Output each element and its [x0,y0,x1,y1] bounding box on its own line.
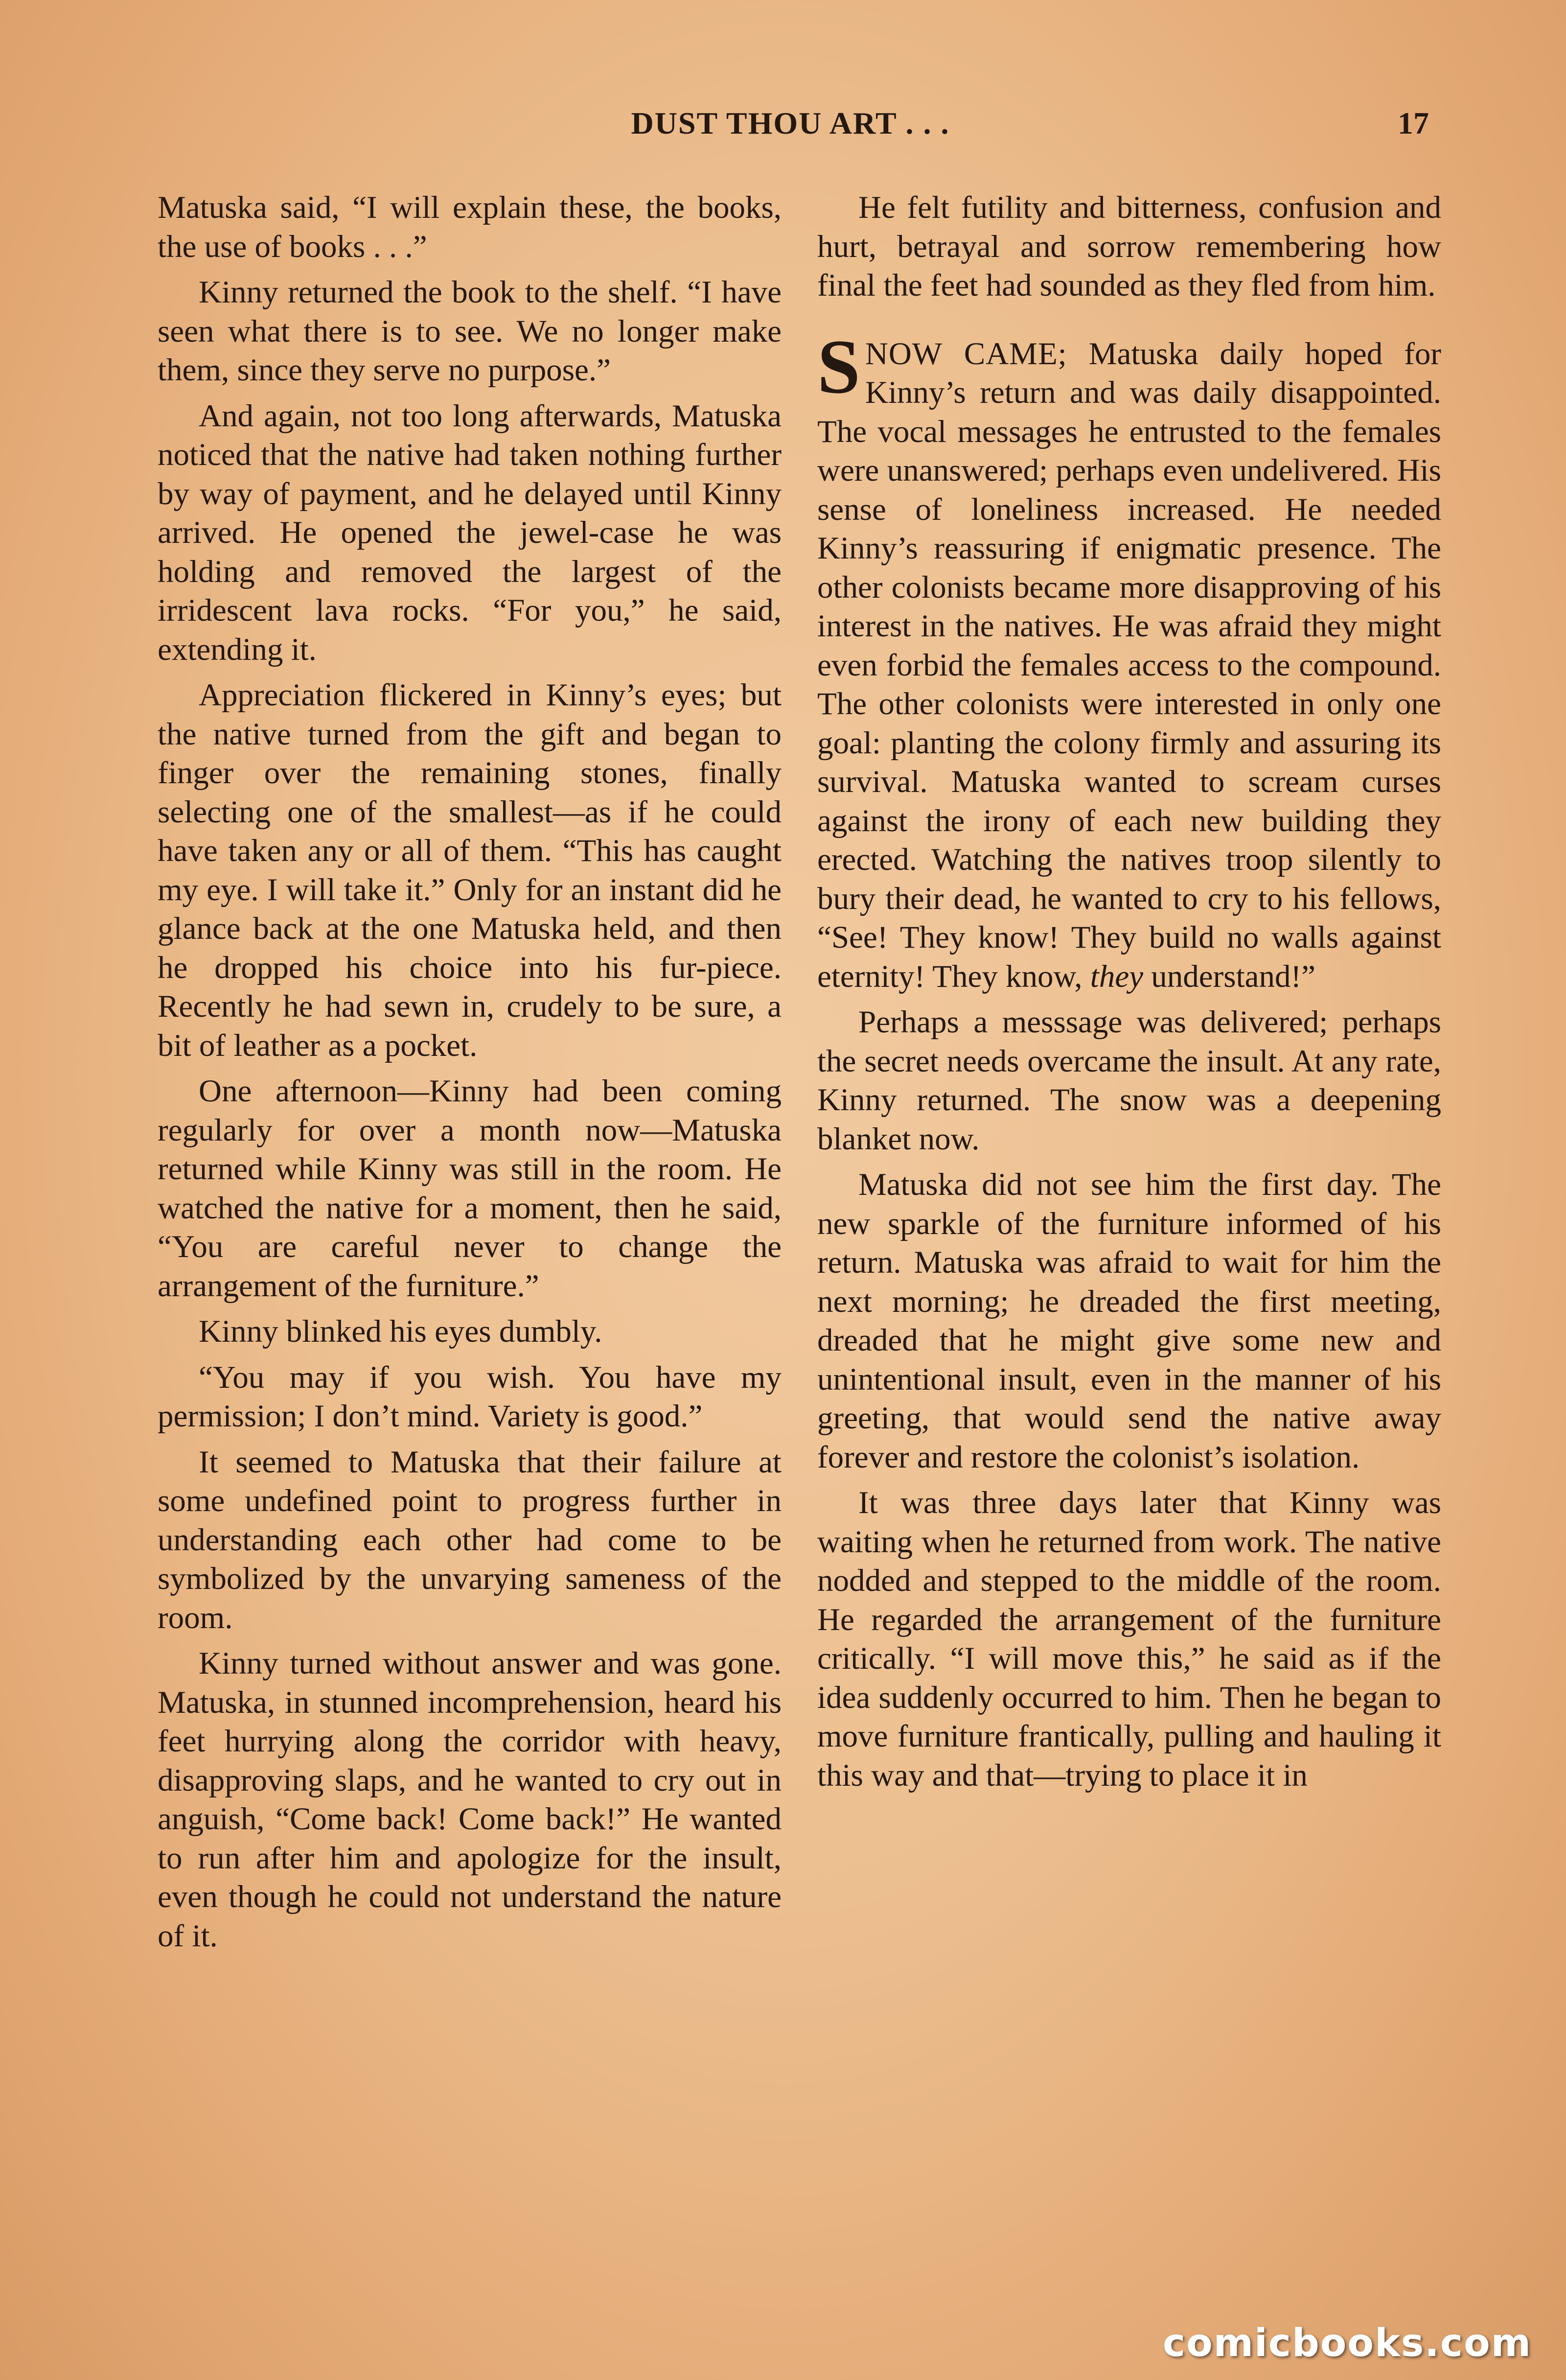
section-text-end: understand!” [1143,958,1315,994]
running-title: DUST THOU ART . . . [631,106,950,140]
paragraph: Matuska did not see him the first day. The new sparkle of the furniture informed of his return. Matuska was afraid to wait for him the next morning; he dreaded the first meeting, dreaded that he might give some new and unintentional insult, even in the manner of his greeting, that would send the native away forever and restore the colonist’s isolation. [817,1167,1441,1475]
section-text: Matuska daily hoped for Kinny’s return and was daily disappointed. The vocal messages he entrusted to the females were unanswered; perhaps even undelivered. His sense of loneliness increased. He needed Kinny’s reassuring if enigmatic presence. The other colonists became more disapproving of his interest in the natives. He was afraid they might even forbid the females access to the compound. The other colonists were interested in only one goal: planting the colony firmly and assuring its survival. Matuska wanted to scream curses against the irony of each new building they erected. Watching the natives troop silently to bury their dead, he wanted to cry to his fellows, “See! They know! They build no walls against eternity! They know, [817,336,1441,994]
left-column [158,188,782,1962]
page-header [152,105,1429,154]
paragraph: It seemed to Matuska that their failure at some undefined point to progress further in understanding each other had come to be symbolized by the unvarying sameness of the room. [158,1444,782,1635]
watermark-logo: comicbooks.com [1162,2321,1532,2365]
paragraph: “You may if you wish. You have my permission; I don’t mind. Variety is good.” [158,1359,782,1434]
paragraph: He felt futility and bitterness, confusion and hurt, betrayal and sorrow remembering how final the feet had sounded as they fled from him. [817,190,1441,303]
right-column [817,188,1441,1802]
emphasis-text: they [1090,958,1144,994]
page-number: 17 [1398,106,1429,140]
paragraph: Kinny returned the book to the shelf. “I have seen what there is to see. We no longer make them, since they serve no purpose.” [158,275,782,388]
drop-cap: S [817,324,860,410]
paragraph: One afternoon—Kinny had been coming regularly for over a month now—Matuska returned while Kinny was still in the room. He watched the native for a moment, then he said, “You are careful never to change the arrangement of the furniture.” [158,1073,782,1304]
paragraph: Appreciation flickered in Kinny’s eyes; but the native turned from the gift and began to finger over the remaining stones, finally selecting one of the smallest—as if he could have taken any or all of them. “This has caught my eye. I will take it.” Only for an instant did he glance back at the one Matuska held, and then he dropped his choice into his fur-piece. Recently he had sewn in, crudely to be sure, a bit of leather as a pocket. [158,677,782,1063]
section-paragraph [817,324,1441,997]
small-caps-lead: NOW CAME; [865,336,1067,372]
paragraph: Kinny blinked his eyes dumbly. [199,1314,602,1349]
paragraph: Perhaps a messsage was delivered; perhaps the secret needs overcame the insult. At any rate, Kinny returned. The snow was a deepening blanket now. [817,1004,1441,1157]
paragraph: Matuska said, “I will explain these, the books, the use of books . . .” [158,190,782,264]
paragraph: Kinny turned without answer and was gone. Matuska, in stunned incomprehension, heard his feet hurrying along the corridor with heavy, disapproving slaps, and he wanted to cry out in anguish, “Come back! Come back!” He wanted to run after him and apologize for the insult, even though he could not understand the nature of it. [158,1646,782,1954]
paragraph: And again, not too long afterwards, Matuska noticed that the native had taken nothing further by way of payment, and he delayed until Kinny arrived. He opened the jewel-case he was holding and removed the largest of the irridescent lava rocks. “For you,” he said, extending it. [158,398,782,667]
paragraph: It was three days later that Kinny was waiting when he returned from work. The native nodded and stepped to the middle of the room. He regarded the arrangement of the furniture critically. “I will move this,” he said as if the idea suddenly occurred to him. Then he began to move furniture frantically, pulling and hauling it this way and that—trying to place it in [817,1485,1441,1793]
